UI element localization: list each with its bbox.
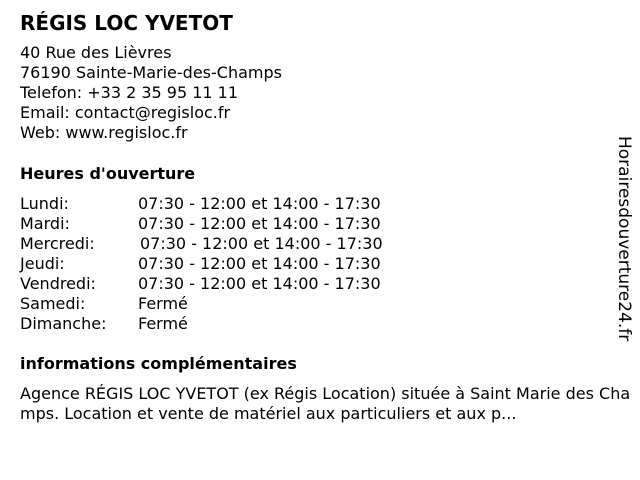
info-heading: informations complémentaires <box>20 354 297 373</box>
day-label: Mardi: <box>20 214 70 233</box>
time-value: Fermé <box>138 314 188 333</box>
business-description: Agence RÉGIS LOC YVETOT (ex Régis Location) située à Saint Marie des Champs. Location et vente de matériel aux particuliers et aux p... <box>20 384 631 423</box>
business-name: RÉGIS LOC YVETOT <box>20 11 233 35</box>
day-label: Dimanche: <box>20 314 107 333</box>
time-value: 07:30 - 12:00 et 14:00 - 17:30 <box>138 214 381 233</box>
day-label: Lundi: <box>20 194 69 213</box>
street-address: 40 Rue des Lièvres <box>20 43 172 62</box>
contact-block <box>20 43 282 143</box>
day-label: Vendredi: <box>20 274 96 293</box>
phone-number: Telefon: +33 2 35 95 11 11 <box>20 83 239 102</box>
time-value: 07:30 - 12:00 et 14:00 - 17:30 <box>140 234 383 253</box>
day-label: Jeudi: <box>20 254 65 273</box>
site-watermark: Horairesdouverture24.fr <box>614 136 634 342</box>
city-postal: 76190 Sainte-Marie-des-Champs <box>20 63 282 82</box>
time-value: 07:30 - 12:00 et 14:00 - 17:30 <box>138 194 381 213</box>
time-value: 07:30 - 12:00 et 14:00 - 17:30 <box>138 254 381 273</box>
hours-heading: Heures d'ouverture <box>20 164 196 183</box>
day-label: Samedi: <box>20 294 86 313</box>
website: Web: www.regisloc.fr <box>20 123 188 142</box>
day-label: Mercredi: <box>20 234 95 253</box>
time-value: Fermé <box>138 294 188 313</box>
time-value: 07:30 - 12:00 et 14:00 - 17:30 <box>138 274 381 293</box>
email-address: Email: contact@regisloc.fr <box>20 103 231 122</box>
